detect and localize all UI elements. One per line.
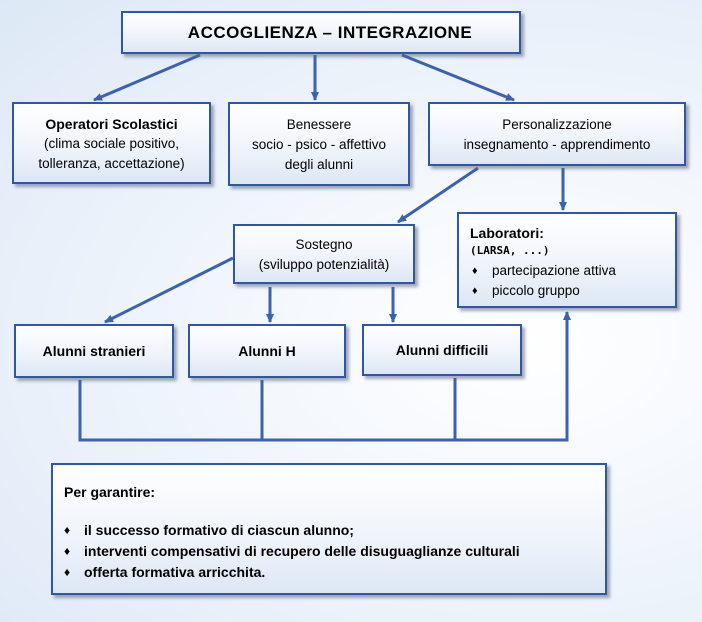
- sostegno-box: [233, 224, 415, 284]
- garantire-bullet-text: il successo formativo di ciascun alunno;: [84, 522, 354, 538]
- benessere-line-3: degli alunni: [284, 157, 354, 172]
- benessere-line-2: socio - psico - affettivo: [251, 137, 387, 152]
- laboratori-sub: (LARSA, ...): [470, 244, 550, 257]
- alunni-h-box: [188, 324, 346, 378]
- diamond-bullet-icon: ♦: [472, 265, 478, 277]
- laboratori-bullet: [470, 261, 675, 281]
- arrow-title-to-personalizzazione: [402, 55, 514, 100]
- alunni-difficili-label: Alunni difficili: [395, 342, 489, 358]
- sostegno-line-2: (sviluppo potenzialità): [258, 257, 390, 272]
- per-garantire-box: [51, 463, 607, 595]
- arrow-sostegno-to-stranieri: [105, 258, 233, 322]
- laboratori-bullet-text: piccolo gruppo: [492, 283, 580, 298]
- diagram-title: ACCOGLIENZA – INTEGRAZIONE: [187, 22, 473, 42]
- operatori-line-1: (clima sociale positivo,: [43, 136, 180, 151]
- garantire-bullet-text: offerta formativa arricchita.: [84, 564, 266, 580]
- alunni-stranieri-box: [14, 324, 174, 378]
- operatori-scolastici-box: [12, 102, 211, 184]
- benessere-line-1: Benessere: [286, 117, 352, 132]
- garantire-bullet: [64, 562, 605, 583]
- alunni-h-label: Alunni H: [238, 343, 296, 359]
- laboratori-heading: Laboratori:: [470, 225, 544, 241]
- arrow-title-to-operatori: [94, 55, 200, 100]
- laboratori-box: [457, 212, 677, 308]
- laboratori-bullet-text: partecipazione attiva: [492, 263, 616, 278]
- benessere-box: [228, 102, 410, 186]
- garantire-bullet: [64, 520, 605, 541]
- alunni-difficili-box: [362, 324, 522, 376]
- diamond-bullet-icon: ♦: [64, 565, 71, 579]
- garantire-heading: Per garantire:: [64, 484, 156, 500]
- garantire-bullet-text: interventi compensativi di recupero delle disuguaglianze culturali: [84, 543, 520, 559]
- garantire-bullet: [64, 541, 605, 562]
- operatori-heading: Operatori Scolastici: [45, 116, 178, 132]
- personalizzazione-line-1: Personalizzazione: [502, 117, 612, 132]
- laboratori-bullet: [470, 281, 675, 301]
- diamond-bullet-icon: ♦: [64, 523, 71, 537]
- diamond-bullet-icon: ♦: [472, 285, 478, 297]
- sostegno-line-1: Sostegno: [295, 237, 353, 252]
- personalizzazione-box: [428, 102, 686, 166]
- diamond-bullet-icon: ♦: [64, 544, 71, 558]
- alunni-stranieri-label: Alunni stranieri: [42, 343, 146, 359]
- operatori-line-2: tolleranza, accettazione): [38, 156, 185, 171]
- personalizzazione-line-2: insegnamento - apprendimento: [463, 137, 651, 152]
- title-box: [121, 11, 521, 54]
